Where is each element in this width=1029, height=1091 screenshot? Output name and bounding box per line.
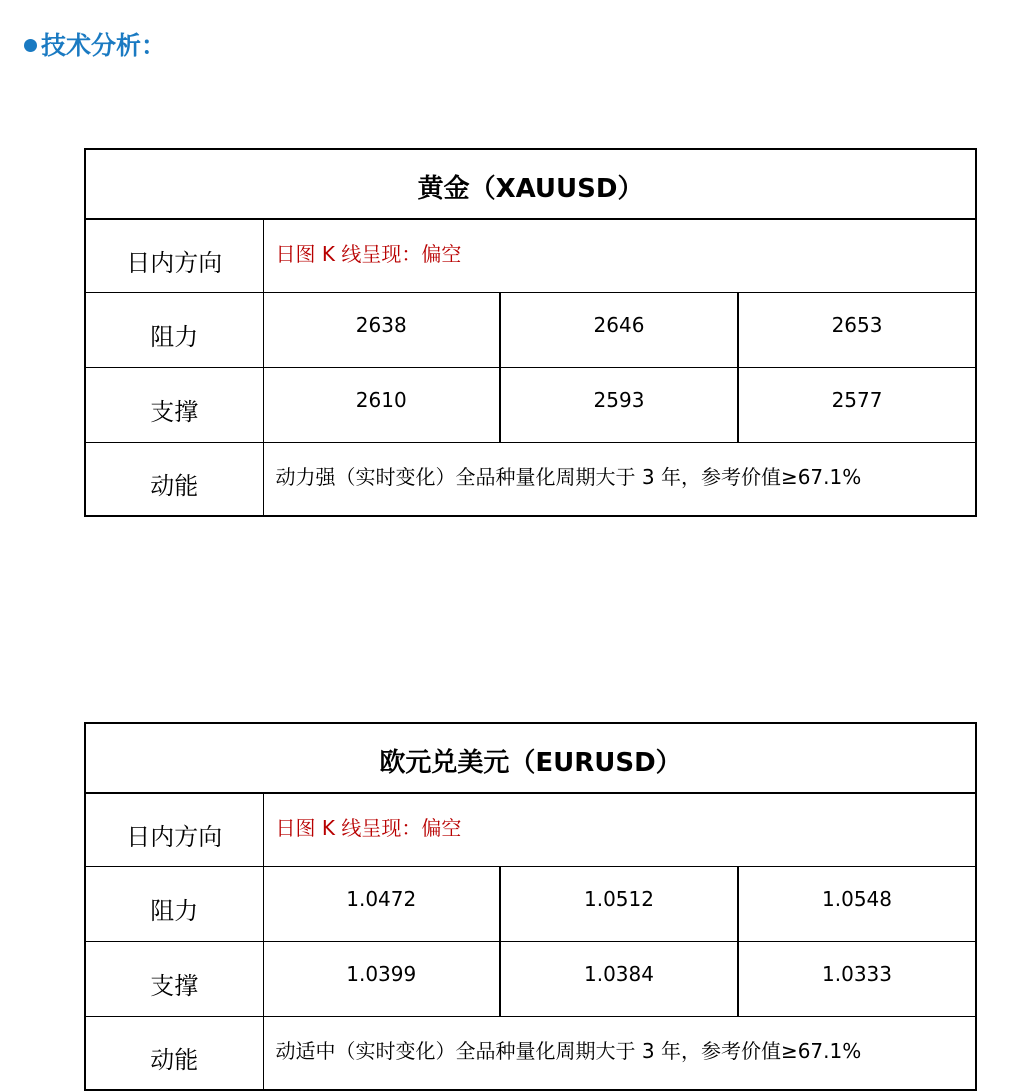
momentum-value: 动适中（实时变化）全品种量化周期大于 3 年，参考价值≥67.1% [263, 1017, 976, 1091]
resistance-value-3: 1.0548 [738, 867, 976, 942]
momentum-row [85, 1017, 976, 1091]
resistance-value-2: 2646 [500, 293, 738, 368]
direction-value: 日图 K 线呈现：偏空 [263, 793, 976, 867]
momentum-row [85, 443, 976, 517]
section-heading [24, 26, 166, 66]
resistance-row [85, 293, 976, 368]
bullet-icon [24, 39, 37, 52]
eurusd-analysis-table [84, 722, 977, 1091]
resistance-label: 阻力 [85, 867, 263, 942]
support-value-2: 2593 [500, 368, 738, 443]
table-title-row [85, 149, 976, 219]
momentum-value: 动力强（实时变化）全品种量化周期大于 3 年，参考价值≥67.1% [263, 443, 976, 517]
table-title-row [85, 723, 976, 793]
direction-row [85, 793, 976, 867]
resistance-value-1: 1.0472 [263, 867, 500, 942]
resistance-row [85, 867, 976, 942]
momentum-label: 动能 [85, 443, 263, 517]
support-value-2: 1.0384 [500, 942, 738, 1017]
table-title: 黄金（XAUUSD） [85, 149, 976, 219]
resistance-value-1: 2638 [263, 293, 500, 368]
support-value-3: 1.0333 [738, 942, 976, 1017]
direction-label: 日内方向 [85, 793, 263, 867]
support-label: 支撑 [85, 942, 263, 1017]
resistance-label: 阻力 [85, 293, 263, 368]
resistance-value-2: 1.0512 [500, 867, 738, 942]
section-heading-text: 技术分析： [41, 31, 167, 60]
support-value-3: 2577 [738, 368, 976, 443]
direction-label: 日内方向 [85, 219, 263, 293]
gold-analysis-table [84, 148, 977, 517]
support-row [85, 368, 976, 443]
direction-value: 日图 K 线呈现：偏空 [263, 219, 976, 293]
direction-row [85, 219, 976, 293]
table-title: 欧元兑美元（EURUSD） [85, 723, 976, 793]
support-value-1: 1.0399 [263, 942, 500, 1017]
support-row [85, 942, 976, 1017]
support-value-1: 2610 [263, 368, 500, 443]
support-label: 支撑 [85, 368, 263, 443]
resistance-value-3: 2653 [738, 293, 976, 368]
momentum-label: 动能 [85, 1017, 263, 1091]
